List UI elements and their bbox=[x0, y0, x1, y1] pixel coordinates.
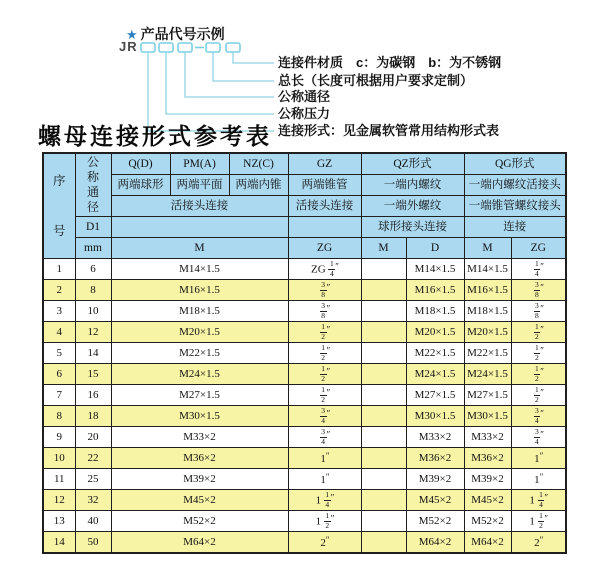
table-row bbox=[43, 385, 566, 406]
cell bbox=[511, 406, 566, 427]
table-title: 螺母连接形式参考表 bbox=[38, 124, 272, 149]
cell: M20×1.5 bbox=[406, 322, 464, 343]
empty-cell bbox=[288, 217, 361, 238]
code-box-2 bbox=[159, 43, 173, 52]
inch-mark: ″ bbox=[325, 472, 329, 482]
cell: M24×1.5 bbox=[406, 364, 464, 385]
table-row bbox=[43, 364, 566, 385]
cell: M52×2 bbox=[406, 511, 464, 532]
cell bbox=[361, 301, 406, 322]
cell bbox=[288, 385, 361, 406]
cell: M30×1.5 bbox=[406, 406, 464, 427]
cell: 9 bbox=[43, 427, 75, 448]
cell bbox=[511, 364, 566, 385]
fraction: $\frac{3}{8}$ bbox=[535, 301, 539, 320]
fraction: $\frac{1}{4}$ bbox=[325, 490, 330, 509]
cell: M24×1.5 bbox=[464, 364, 511, 385]
cell: 18 bbox=[75, 406, 111, 427]
header-qz-d: D bbox=[406, 238, 464, 259]
cell: M16×1.5 bbox=[111, 280, 288, 301]
cell: M64×2 bbox=[406, 532, 464, 554]
leader-line-diameter bbox=[185, 52, 274, 97]
inch-mark: ″ bbox=[540, 345, 543, 356]
cell: M36×2 bbox=[406, 448, 464, 469]
cell: 11 bbox=[43, 469, 75, 490]
cell: M39×2 bbox=[464, 469, 511, 490]
fraction: $\frac{3}{8}$ bbox=[321, 301, 325, 320]
cell bbox=[288, 322, 361, 343]
inch-mark: ″ bbox=[330, 492, 334, 503]
table-row bbox=[43, 301, 566, 322]
header-qg-desc1: 一端内螺纹活接头 bbox=[464, 175, 566, 196]
cell: M33×2 bbox=[406, 427, 464, 448]
cell: M33×2 bbox=[464, 427, 511, 448]
nut-connection-table bbox=[42, 152, 567, 554]
table-row bbox=[43, 343, 566, 364]
fraction: $\frac{1}{4}$ bbox=[535, 259, 539, 278]
cell bbox=[361, 532, 406, 554]
fraction: $\frac{1}{2}$ bbox=[535, 364, 539, 383]
header-qz-connection: 球形接头连接 bbox=[361, 217, 464, 238]
inch-mark: ″ bbox=[540, 387, 543, 398]
inch-mark: ″ bbox=[544, 492, 548, 503]
inch-mark: ″ bbox=[326, 429, 330, 440]
cell bbox=[361, 280, 406, 301]
cell bbox=[361, 469, 406, 490]
cell: 6 bbox=[43, 364, 75, 385]
cell: 1 bbox=[43, 259, 75, 280]
table-row bbox=[43, 532, 566, 554]
cell bbox=[511, 427, 566, 448]
table-row bbox=[43, 322, 566, 343]
header-left-connection: 活接头连接 bbox=[111, 196, 288, 217]
cell: 8 bbox=[43, 406, 75, 427]
cell: 1 $\frac{1}{4}$ ″ bbox=[511, 490, 566, 511]
inch-mark: ″ bbox=[325, 535, 329, 545]
cell: 20 bbox=[75, 427, 111, 448]
cell bbox=[361, 490, 406, 511]
cell: M39×2 bbox=[111, 469, 288, 490]
cell bbox=[511, 322, 566, 343]
inch-mark: ″ bbox=[326, 303, 330, 314]
header-pm: PM(A) bbox=[170, 153, 229, 175]
fraction: $\frac{1}{2}$ bbox=[535, 385, 539, 404]
inch-mark: ″ bbox=[540, 366, 543, 377]
fraction: $\frac{3}{4}$ bbox=[535, 427, 539, 446]
cell: M24×1.5 bbox=[111, 364, 288, 385]
inch-mark: ″ bbox=[540, 261, 543, 272]
fraction: $\frac{1}{4}$ bbox=[539, 490, 543, 509]
header-nz-desc: 两端内锥 bbox=[229, 175, 288, 196]
cell: M22×1.5 bbox=[406, 343, 464, 364]
cell bbox=[288, 364, 361, 385]
header-serial: 序号 bbox=[43, 153, 75, 259]
fraction: $\frac{3}{4}$ bbox=[321, 427, 325, 446]
table-row bbox=[43, 406, 566, 427]
cell: M20×1.5 bbox=[464, 322, 511, 343]
cell bbox=[361, 448, 406, 469]
table-row bbox=[43, 511, 566, 532]
header-d1: D1 bbox=[75, 217, 111, 238]
leader-line-length bbox=[213, 52, 274, 81]
cell: 1 $\frac{1}{2}$ ″ bbox=[511, 511, 566, 532]
cell: 14 bbox=[75, 343, 111, 364]
cell: 2 bbox=[43, 280, 75, 301]
cell: 15 bbox=[75, 364, 111, 385]
fraction: $\frac{1}{2}$ bbox=[539, 511, 543, 530]
cell bbox=[288, 343, 361, 364]
star-icon: ★ bbox=[126, 27, 138, 42]
cell: M27×1.5 bbox=[464, 385, 511, 406]
header-nz: NZ(C) bbox=[229, 153, 288, 175]
code-box-5 bbox=[226, 43, 240, 52]
header-qz-m: M bbox=[361, 238, 406, 259]
cell: 1 $\frac{1}{4}$ ″ bbox=[288, 490, 361, 511]
cell bbox=[361, 385, 406, 406]
cell bbox=[288, 427, 361, 448]
cell: 13 bbox=[43, 511, 75, 532]
cell bbox=[361, 406, 406, 427]
leader-line-pressure bbox=[166, 52, 274, 114]
cell bbox=[511, 343, 566, 364]
header-mm: mm bbox=[75, 238, 111, 259]
cell: 2″ bbox=[511, 532, 566, 554]
inch-mark: ″ bbox=[540, 282, 543, 293]
cell: M27×1.5 bbox=[406, 385, 464, 406]
cell: M18×1.5 bbox=[406, 301, 464, 322]
cell bbox=[288, 301, 361, 322]
cell: 12 bbox=[43, 490, 75, 511]
cell: M22×1.5 bbox=[464, 343, 511, 364]
cell bbox=[361, 343, 406, 364]
fraction: $\frac{3}{8}$ bbox=[321, 280, 325, 299]
cell bbox=[361, 259, 406, 280]
table-row bbox=[43, 469, 566, 490]
fraction: $\frac{1}{2}$ bbox=[535, 343, 539, 362]
header-qg-zg: ZG bbox=[511, 238, 566, 259]
cell: 10 bbox=[75, 301, 111, 322]
cell: M36×2 bbox=[464, 448, 511, 469]
label-material: 连接件材质 c：为碳钢 b：为不锈钢 bbox=[278, 55, 502, 70]
header-pm-desc: 两端平面 bbox=[170, 175, 229, 196]
code-box-4 bbox=[206, 43, 220, 52]
cell: 12 bbox=[75, 322, 111, 343]
cell: M45×2 bbox=[464, 490, 511, 511]
inch-mark: ″ bbox=[539, 535, 543, 545]
cell: M64×2 bbox=[111, 532, 288, 554]
header-qg: QG形式 bbox=[464, 153, 566, 175]
cell: M22×1.5 bbox=[111, 343, 288, 364]
inch-mark: ″ bbox=[540, 324, 543, 335]
inch-mark: ″ bbox=[539, 472, 543, 482]
cell: M30×1.5 bbox=[111, 406, 288, 427]
cell: 3 bbox=[43, 301, 75, 322]
diagram-heading-text: 产品代号示例 bbox=[140, 26, 225, 42]
inch-mark: ″ bbox=[326, 408, 330, 419]
table-row bbox=[43, 259, 566, 280]
cell bbox=[361, 427, 406, 448]
header-nominal-diameter: 公称通径 bbox=[75, 153, 111, 217]
inch-mark: ″ bbox=[540, 429, 543, 440]
cell: 32 bbox=[75, 490, 111, 511]
header-m: M bbox=[111, 238, 288, 259]
inch-mark: ″ bbox=[330, 513, 334, 524]
cell: 16 bbox=[75, 385, 111, 406]
cell: 1″ bbox=[511, 448, 566, 469]
table-row bbox=[43, 490, 566, 511]
label-connection: 连接形式：见金属软管常用结构形式表 bbox=[278, 123, 500, 138]
inch-mark: ″ bbox=[326, 282, 330, 293]
cell: 50 bbox=[75, 532, 111, 554]
cell: M27×1.5 bbox=[111, 385, 288, 406]
label-diameter: 公称通径 bbox=[278, 89, 331, 104]
cell: M45×2 bbox=[111, 490, 288, 511]
header-zg: ZG bbox=[288, 238, 361, 259]
table-body bbox=[43, 259, 566, 554]
cell: 25 bbox=[75, 469, 111, 490]
cell: 4 bbox=[43, 322, 75, 343]
fraction: $\frac{1}{2}$ bbox=[321, 364, 325, 383]
fraction: $\frac{3}{4}$ bbox=[321, 406, 325, 425]
cell: 1″ bbox=[511, 469, 566, 490]
table-row bbox=[43, 448, 566, 469]
fraction: $\frac{1}{2}$ bbox=[321, 322, 325, 341]
header-gz-desc: 两端锥管 bbox=[288, 175, 361, 196]
cell: 7 bbox=[43, 385, 75, 406]
cell: 6 bbox=[75, 259, 111, 280]
inch-mark: ″ bbox=[326, 324, 330, 335]
header-qz: QZ形式 bbox=[361, 153, 464, 175]
fraction: $\frac{3}{4}$ bbox=[535, 406, 539, 425]
cell: M16×1.5 bbox=[406, 280, 464, 301]
fraction: $\frac{1}{2}$ bbox=[321, 385, 325, 404]
cell: 1″ bbox=[288, 469, 361, 490]
cell: M14×1.5 bbox=[111, 259, 288, 280]
header-gz-connection: 活接头连接 bbox=[288, 196, 361, 217]
cell bbox=[511, 280, 566, 301]
header-q: Q(D) bbox=[111, 153, 170, 175]
cell: M33×2 bbox=[111, 427, 288, 448]
code-prefix: JR bbox=[119, 39, 138, 54]
table-row bbox=[43, 427, 566, 448]
cell bbox=[361, 322, 406, 343]
cell: M45×2 bbox=[406, 490, 464, 511]
code-box-3 bbox=[178, 43, 192, 52]
table-row bbox=[43, 280, 566, 301]
header-gz: GZ bbox=[288, 153, 361, 175]
inch-mark: ″ bbox=[326, 387, 330, 398]
header-qg-m: M bbox=[464, 238, 511, 259]
fraction: $\frac{3}{8}$ bbox=[535, 280, 539, 299]
cell: M14×1.5 bbox=[464, 259, 511, 280]
empty-cell bbox=[111, 217, 288, 238]
cell bbox=[511, 301, 566, 322]
cell: 1″ bbox=[288, 448, 361, 469]
cell bbox=[511, 385, 566, 406]
leader-line-material bbox=[233, 52, 274, 63]
fraction: $\frac{1}{2}$ bbox=[321, 343, 325, 362]
header-q-desc: 两端球形 bbox=[111, 175, 170, 196]
header-qg-connection: 连接 bbox=[464, 217, 566, 238]
cell: M36×2 bbox=[111, 448, 288, 469]
cell: M30×1.5 bbox=[464, 406, 511, 427]
cell: M16×1.5 bbox=[464, 280, 511, 301]
label-pressure: 公称压力 bbox=[278, 106, 331, 121]
inch-mark: ″ bbox=[326, 366, 330, 377]
cell bbox=[288, 280, 361, 301]
cell: 22 bbox=[75, 448, 111, 469]
cell bbox=[361, 364, 406, 385]
cell: ZG $\frac{1}{4}$ ″ bbox=[288, 259, 361, 280]
cell bbox=[361, 511, 406, 532]
cell: M39×2 bbox=[406, 469, 464, 490]
cell: M52×2 bbox=[464, 511, 511, 532]
cell: 14 bbox=[43, 532, 75, 554]
header-qz-desc2: 一端外螺纹 bbox=[361, 196, 464, 217]
inch-mark: ″ bbox=[540, 303, 543, 314]
inch-mark: ″ bbox=[325, 451, 329, 461]
fraction: $\frac{1}{2}$ bbox=[325, 511, 330, 530]
cell: 8 bbox=[75, 280, 111, 301]
cell: M18×1.5 bbox=[111, 301, 288, 322]
cell: 5 bbox=[43, 343, 75, 364]
cell: M20×1.5 bbox=[111, 322, 288, 343]
cell: M52×2 bbox=[111, 511, 288, 532]
cell: M14×1.5 bbox=[406, 259, 464, 280]
cell: 1 $\frac{1}{2}$ ″ bbox=[288, 511, 361, 532]
label-length: 总长（长度可根据用户要求定制） bbox=[278, 73, 474, 88]
header-qz-desc1: 一端内螺纹 bbox=[361, 175, 464, 196]
cell bbox=[511, 259, 566, 280]
inch-mark: ″ bbox=[335, 261, 338, 272]
cell: M18×1.5 bbox=[464, 301, 511, 322]
cell: 40 bbox=[75, 511, 111, 532]
cell bbox=[288, 406, 361, 427]
fraction: $\frac{1}{4}$ bbox=[329, 259, 334, 278]
inch-mark: ″ bbox=[326, 345, 330, 356]
diagram-heading bbox=[126, 24, 225, 44]
inch-mark: ″ bbox=[540, 408, 543, 419]
cell: 2″ bbox=[288, 532, 361, 554]
code-box-1 bbox=[141, 43, 155, 52]
cell: 10 bbox=[43, 448, 75, 469]
table-header bbox=[43, 153, 566, 259]
cell: M64×2 bbox=[464, 532, 511, 554]
inch-mark: ″ bbox=[539, 451, 543, 461]
inch-mark: ″ bbox=[544, 513, 548, 524]
header-qg-desc2: 一端锥管螺纹接头 bbox=[464, 196, 566, 217]
fraction: $\frac{1}{2}$ bbox=[535, 322, 539, 341]
